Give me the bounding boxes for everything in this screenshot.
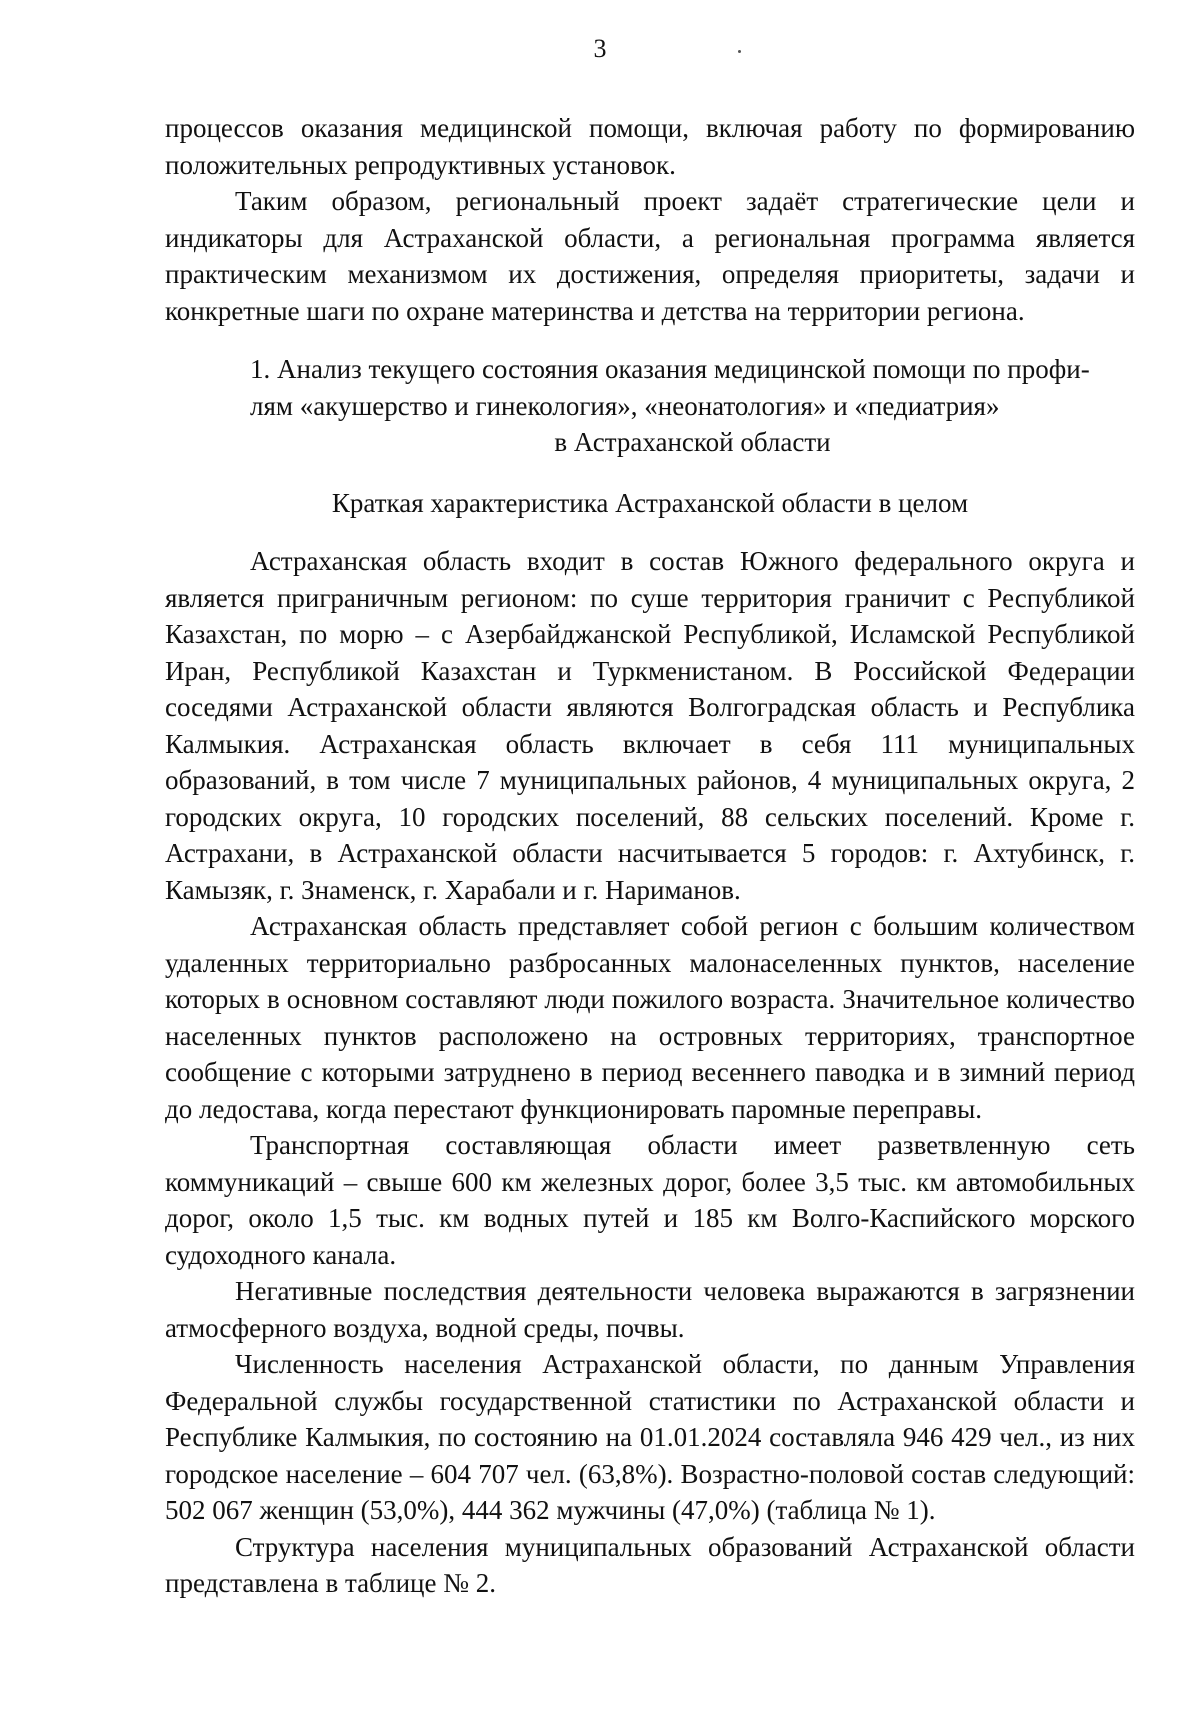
paragraph-population: Численность населения Астраханской области, по данным Управления Федеральной службы государственной статистики по Астраханской области и Республике Калмыкия, по состоянию на 01.01.2024 составляла 946 429 чел., из них городское население – 604 707 чел. (63,8%). Возрастно-половой состав следующий: 502 067 женщин (53,0%), 444 362 мужчины (47,0%) (таблица № 1). [165, 1349, 1135, 1525]
section-heading [165, 351, 1135, 461]
page-content [165, 110, 1135, 1602]
scan-speck [738, 50, 741, 53]
page-number: 3 [593, 34, 607, 63]
section-heading-line-1: 1. Анализ текущего состояния оказания медицинской помощи по профи- [250, 354, 1090, 384]
subsection-heading: Краткая характеристика Астраханской области в целом [331, 487, 969, 518]
paragraph-settlements: Астраханская область представляет собой регион с большим количеством удаленных территориально разбросанных малонаселенных пунктов, население которых в основном составляют люди пожилого возраста. Значительное количество населенных пунктов расположено на островных территориях, транспортное сообщение с которыми затруднено в период весеннего паводка и в зимний период до ледостава, когда перестают функционировать паромные переправы. [165, 911, 1135, 1124]
paragraph-summary: Таким образом, региональный проект задаёт стратегические цели и индикаторы для Астраханской области, а региональная программа является практическим механизмом их достижения, определяя приоритеты, задачи и конкретные шаги по охране материнства и детства на территории региона. [165, 186, 1135, 326]
paragraph-environment: Негативные последствия деятельности человека выражаются в загрязнении атмосферного воздуха, водной среды, почвы. [165, 1276, 1135, 1343]
section-heading-line-3: в Астраханской области [554, 427, 831, 457]
paragraph-continuation: процессов оказания медицинской помощи, включая работу по формированию положительных репродуктивных установок. [165, 113, 1135, 180]
paragraph-transport: Транспортная составляющая области имеет разветвленную сеть коммуникаций – свыше 600 км железных дорог, более 3,5 тыс. км автомобильных дорог, около 1,5 тыс. км водных путей и 185 км Волго-Каспийского морского судоходного канала. [165, 1130, 1135, 1270]
section-heading-line-2: лям «акушерство и гинекология», «неонатология» и «педиатрия» [250, 390, 1000, 421]
paragraph-region-overview: Астраханская область входит в состав Южного федерального округа и является приграничным регионом: по суше территория граничит с Республикой Казахстан, по морю – с Азербайджанской Республикой, Исламской Республикой Иран, Республикой Казахстан и Туркменистаном. В Российской Федерации соседями Астраханской области являются Волгоградская область и Республика Калмыкия. Астраханская область включает в себя 111 муниципальных образований, в том числе 7 муниципальных районов, 4 муниципальных округа, 2 городских округа, 10 городских поселений, 88 сельских поселений. Кроме г. Астрахани, в Астраханской области насчитывается 5 городов: г. Ахтубинск, г. Камызяк, г. Знаменск, г. Харабали и г. Нариманов. [165, 546, 1135, 905]
paragraph-structure-reference: Структура населения муниципальных образований Астраханской области представлена в таблице № 2. [165, 1531, 1135, 1598]
